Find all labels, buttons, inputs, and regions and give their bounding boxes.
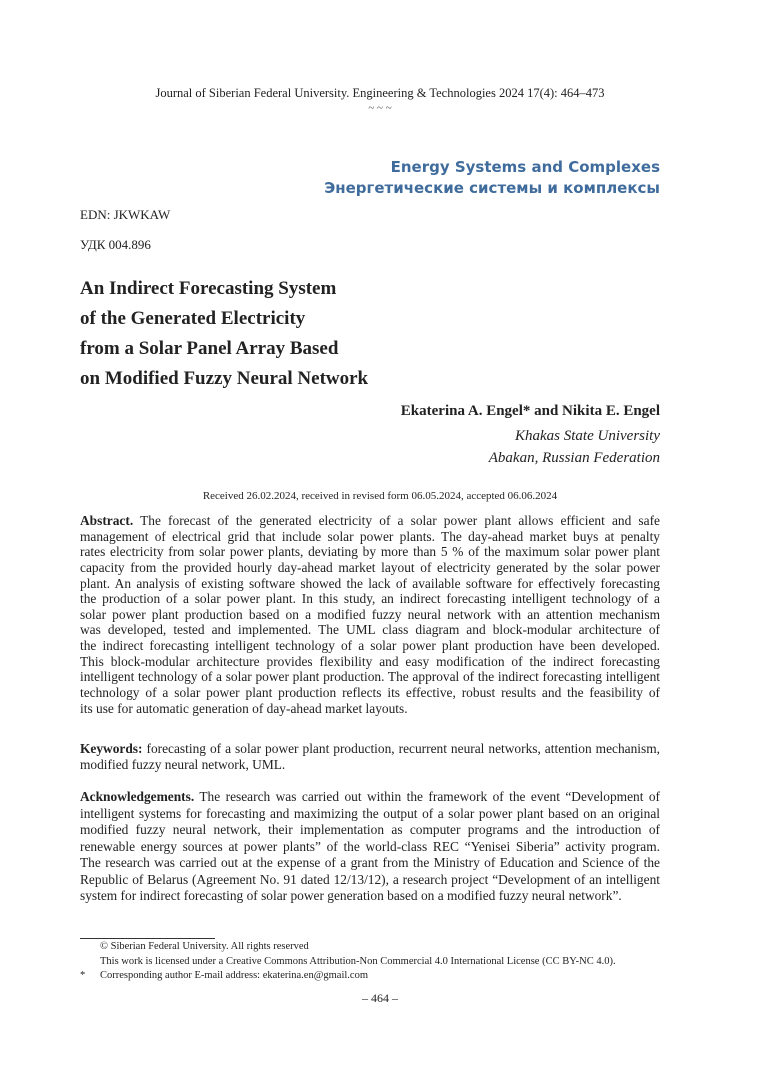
text-line [80, 576, 660, 592]
line-text: was developed, tested and implemented. The UML class diagram and block-modular architecture of [80, 622, 660, 638]
text-line [80, 855, 660, 872]
text-line [80, 757, 660, 773]
text-line [80, 654, 660, 670]
line-text: intelligent technology of a solar power plant production. The approval of the indirect forecasting intelligent [80, 669, 660, 685]
text-line [80, 888, 660, 905]
acknowledgements [80, 789, 660, 905]
section-label: Acknowledgements. [80, 789, 195, 804]
line-text: renewable energy sources at power plants” of the world-class REC “Yenisei Siberia” activity program. [80, 838, 660, 854]
footnote-star: * [80, 970, 86, 981]
line-text: technology of a solar power plant production reflects its effective, robust results and the feasibility of [80, 685, 660, 701]
text-line [80, 622, 660, 638]
text-line [80, 685, 660, 701]
section-label: Abstract. [80, 513, 134, 528]
line-text: plant. An analysis of existing software showed the lack of available software for effectively forecasting [80, 575, 660, 591]
footnote-license: This work is licensed under a Creative Commons Attribution-Non Commercial 4.0 International License (CC BY-NC 4.0). [100, 956, 616, 967]
abstract [80, 513, 660, 716]
line-text: This block-modular architecture provides flexibility and easy modification of the indirect forecasting [80, 653, 660, 669]
line-text: rates electricity from solar power plants, deviating by more than 5 % of the maximum solar power plant [80, 544, 660, 560]
footnote-copyright: © Siberian Federal University. All rights reserved [100, 941, 309, 952]
text-line [80, 822, 660, 839]
header-separator: ~ ~ ~ [368, 102, 392, 114]
text-line [80, 701, 660, 717]
text-line [80, 529, 660, 545]
title-line: of the Generated Electricity [80, 308, 306, 329]
authors: Ekaterina A. Engel* and Nikita E. Engel [400, 403, 660, 419]
text-line [80, 669, 660, 685]
line-text: The research was carried out at the expense of a grant from the Ministry of Education and Science of the [80, 855, 660, 870]
text-line [80, 513, 660, 529]
title-line: from a Solar Panel Array Based [80, 338, 339, 359]
line-text: system for indirect forecasting of solar power generation based on a modified fuzzy neural network”. [80, 888, 622, 903]
line-text: Republic of Belarus (Agreement No. 91 dated 12/13/12), a research project “Development of an intelligent [80, 871, 660, 887]
line-text: intelligent systems for forecasting and maximizing the output of a solar power plant based on an original [80, 805, 660, 821]
text-line [80, 544, 660, 560]
section-label: Keywords: [80, 741, 143, 756]
text-line [80, 839, 660, 856]
text-line [80, 638, 660, 654]
line-text: modified fuzzy neural network, UML. [80, 756, 286, 772]
line-text: modified fuzzy neural network, their implementation as computer programs and the introduction of [80, 822, 660, 837]
line-text: solar power plant production based on a modified fuzzy neural network with an attention mechanism [80, 606, 660, 622]
text-line [80, 789, 660, 806]
udk: УДК 004.896 [80, 237, 151, 252]
line-text: the indirect forecasting intelligent technology of a solar power plant production have been developed. [80, 638, 660, 654]
line-text: forecasting of a solar power plant production, recurrent neural networks, attention mechanism, [146, 741, 660, 756]
section-title-ru: Энергетические системы и комплексы [324, 179, 660, 197]
text-line [80, 607, 660, 623]
title-line: An Indirect Forecasting System [80, 278, 337, 299]
line-text: capacity from the provided hourly day-ahead market layout of electricity generated by the solar power [80, 559, 660, 575]
affiliation-university: Khakas State University [515, 428, 660, 444]
line-text: management of electrical grid that include solar power plants. The day-ahead market buys at penalty [80, 528, 660, 544]
text-line [80, 591, 660, 607]
footnote-corresponding: Corresponding author E-mail address: ekaterina.en@gmail.com [100, 970, 369, 981]
edn: EDN: JKWKAW [80, 207, 171, 222]
paper-title [80, 274, 368, 394]
keywords [80, 741, 660, 772]
line-text: The research was carried out within the framework of the event “Development of [199, 789, 660, 804]
text-line [80, 872, 660, 889]
text-line [80, 560, 660, 576]
text-line [80, 806, 660, 823]
page-number: – 464 – [362, 991, 398, 1005]
line-text: The forecast of the generated electricity of a solar power plant allows efficient and safe [140, 513, 660, 528]
received-dates: Received 26.02.2024, received in revised form 06.05.2024, accepted 06.06.2024 [202, 490, 558, 502]
line-text: its use for automatic generation of day-ahead market layouts. [80, 700, 408, 716]
text-line [80, 741, 660, 757]
line-text: the production of a solar power plant. In this study, an indirect forecasting intelligent technology of a [80, 591, 660, 607]
journal-header: Journal of Siberian Federal University. Engineering & Technologies 2024 17(4): 464–473 [155, 86, 605, 100]
footnote-divider [80, 938, 215, 939]
affiliation-city: Abakan, Russian Federation [488, 450, 660, 466]
section-title-en: Energy Systems and Complexes [390, 158, 660, 176]
title-line: on Modified Fuzzy Neural Network [80, 368, 369, 389]
